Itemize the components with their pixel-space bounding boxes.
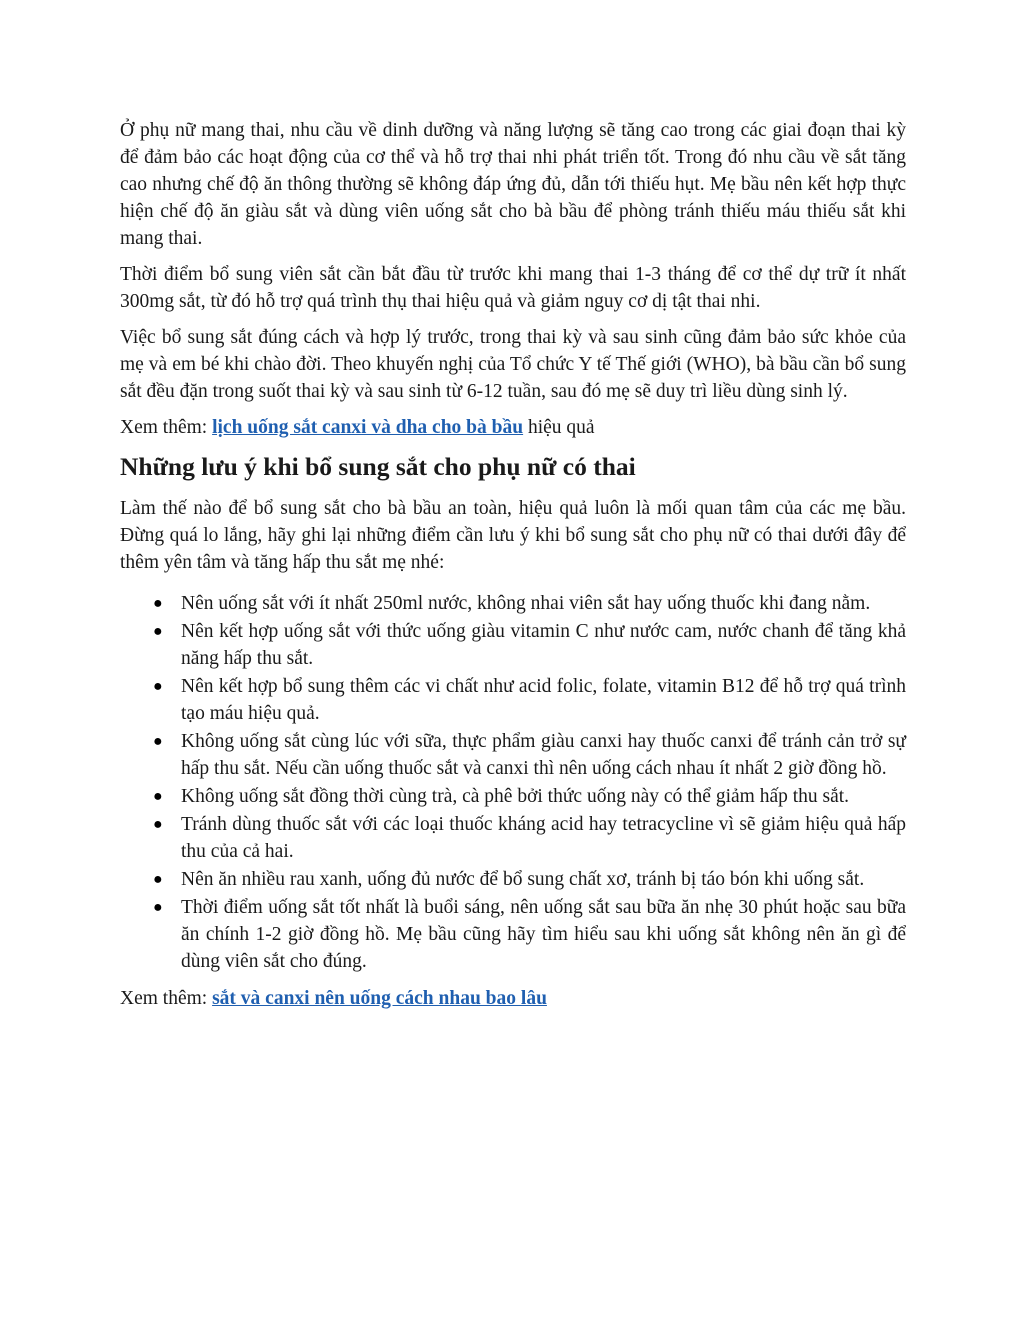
paragraph-iron-timing: Thời điểm bổ sung viên sắt cần bắt đầu từ trước khi mang thai 1-3 tháng để cơ thể dự trữ ít nhất 300mg sắt, từ đó hỗ trợ quá trình thụ thai hiệu quả và giảm nguy cơ dị tật thai nhi. bbox=[120, 264, 906, 312]
list-item bbox=[120, 590, 906, 617]
bullet-icon: ● bbox=[153, 733, 163, 750]
link-iron-calcium-interval[interactable]: sắt và canxi nên uống cách nhau bao lâu bbox=[212, 988, 547, 1009]
paragraph-who-recommendation: Việc bổ sung sắt đúng cách và hợp lý trước, trong thai kỳ và sau sinh cũng đảm bảo sức khỏe của mẹ và em bé khi chào đời. Theo khuyến nghị của Tổ chức Y tế Thế giới (WHO), bà bầu cần bổ sung sắt đều đặn trong suốt thai kỳ và sau sinh từ 6-12 tuần, sau đó mẹ sẽ duy trì liều dùng sinh lý. bbox=[120, 327, 906, 402]
see-more-prefix: Xem thêm: bbox=[120, 417, 213, 438]
list-item-text: Nên kết hợp uống sắt với thức uống giàu vitamin C như nước cam, nước chanh để tăng khả năng hấp thu sắt. bbox=[181, 621, 906, 669]
bullet-icon: ● bbox=[153, 595, 163, 612]
tips-list bbox=[120, 590, 906, 975]
bullet-icon: ● bbox=[153, 678, 163, 695]
list-item bbox=[120, 618, 906, 672]
bullet-icon: ● bbox=[153, 623, 163, 640]
list-item bbox=[120, 894, 906, 975]
list-item bbox=[120, 811, 906, 865]
list-item-text: Nên kết hợp bổ sung thêm các vi chất như acid folic, folate, vitamin B12 để hỗ trợ quá trình tạo máu hiệu quả. bbox=[181, 676, 906, 724]
document-page bbox=[120, 117, 906, 1012]
link-iron-calcium-dha-schedule[interactable]: lịch uống sắt canxi và dha cho bà bầu bbox=[212, 417, 524, 438]
list-item-text: Thời điểm uống sắt tốt nhất là buổi sáng, nên uống sắt sau bữa ăn nhẹ 30 phút hoặc sau bữa ăn chính 1-2 giờ đồng hồ. Mẹ bầu cũng hãy tìm hiểu sau khi uống sắt không nên ăn gì để dùng viên sắt cho đúng. bbox=[181, 897, 906, 972]
bullet-icon: ● bbox=[153, 816, 163, 833]
list-item bbox=[120, 728, 906, 782]
list-item bbox=[120, 783, 906, 810]
bullet-icon: ● bbox=[153, 871, 163, 888]
section-heading: Những lưu ý khi bổ sung sắt cho phụ nữ có thai bbox=[120, 452, 636, 481]
list-item-text: Không uống sắt cùng lúc với sữa, thực phẩm giàu canxi hay thuốc canxi để tránh cản trở sự hấp thu sắt. Nếu cần uống thuốc sắt và canxi thì nên uống cách nhau ít nhất 2 giờ đồng hồ. bbox=[181, 731, 906, 779]
list-item-text: Nên uống sắt với ít nhất 250ml nước, không nhai viên sắt hay uống thuốc khi đang nằm. bbox=[181, 593, 871, 614]
see-more-suffix: hiệu quả bbox=[523, 417, 595, 438]
bullet-icon: ● bbox=[153, 899, 163, 916]
see-more-line-1 bbox=[120, 414, 906, 441]
paragraph-pregnancy-nutrition: Ở phụ nữ mang thai, nhu cầu về dinh dưỡng và năng lượng sẽ tăng cao trong các giai đoạn thai kỳ để đảm bảo các hoạt động của cơ thể và hỗ trợ thai nhi phát triển tốt. Trong đó nhu cầu về sắt tăng cao nhưng chế độ ăn thông thường sẽ không đáp ứng đủ, dẫn tới thiếu hụt. Mẹ bầu nên kết hợp thực hiện chế độ ăn giàu sắt và dùng viên uống sắt cho bà bầu để phòng tránh thiếu máu thiếu sắt khi mang thai. bbox=[120, 120, 906, 249]
list-item bbox=[120, 673, 906, 727]
list-item-text: Nên ăn nhiều rau xanh, uống đủ nước để bổ sung chất xơ, tránh bị táo bón khi uống sắt. bbox=[181, 869, 865, 890]
section-intro: Làm thế nào để bổ sung sắt cho bà bầu an toàn, hiệu quả luôn là mối quan tâm của các mẹ bầu. Đừng quá lo lắng, hãy ghi lại những điểm cần lưu ý khi bổ sung sắt cho phụ nữ có thai dưới đây để thêm yên tâm và tăng hấp thu sắt mẹ nhé: bbox=[120, 498, 906, 573]
see-more-prefix: Xem thêm: bbox=[120, 988, 213, 1009]
see-more-line-2 bbox=[120, 985, 906, 1012]
bullet-icon: ● bbox=[153, 788, 163, 805]
list-item-text: Tránh dùng thuốc sắt với các loại thuốc kháng acid hay tetracycline vì sẽ giảm hiệu quả hấp thu của cả hai. bbox=[181, 814, 906, 862]
list-item bbox=[120, 866, 906, 893]
list-item-text: Không uống sắt đồng thời cùng trà, cà phê bởi thức uống này có thể giảm hấp thu sắt. bbox=[181, 786, 850, 807]
